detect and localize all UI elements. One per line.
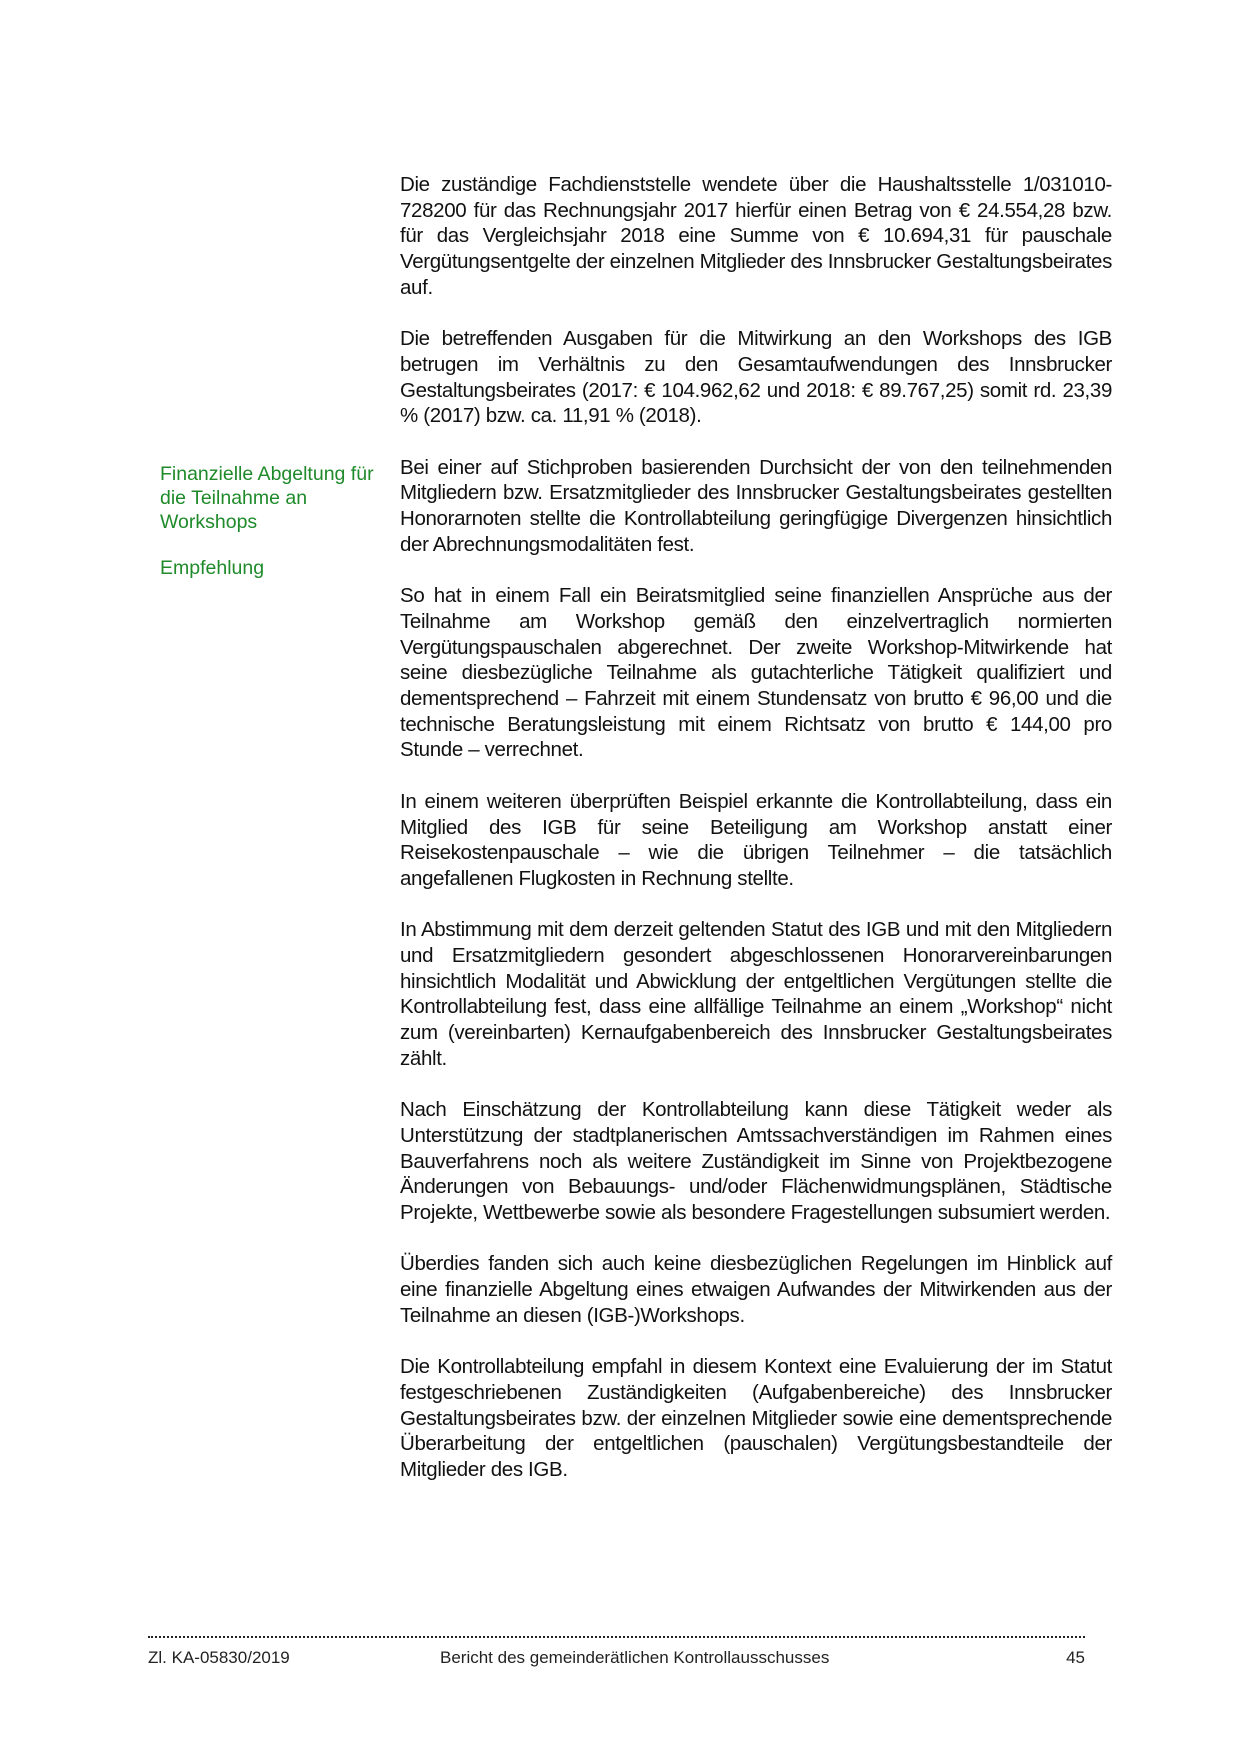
footer-title: Bericht des gemeinderätlichen Kontrollausschusses <box>440 1648 830 1667</box>
main-text <box>400 172 1112 1508</box>
paragraph: Die zuständige Fachdienststelle wendete über die Haushaltsstelle 1/031010-728200 für das Rechnungsjahr 2017 hierfür einen Betrag von € 24.554,28 bzw. für das Vergleichsjahr 2018 eine Summe von € 10.694,31 für pauschale Vergütungsentgelte der einzelnen Mitglieder des Innsbrucker Gestaltungsbeirates auf. <box>400 173 1112 299</box>
margin-note-financial-compensation: Finanzielle Abgeltung für die Teilnahme an Workshops <box>160 463 374 533</box>
paragraph: So hat in einem Fall ein Beiratsmitglied seine finanziellen Ansprüche aus der Teilnahme am Workshop gemäß den einzelvertraglich normierten Vergütungspauschalen abgerechnet. Der zweite Workshop-Mitwirkende hat seine diesbezügliche Teilnahme als gutachterliche Tätigkeit qualifiziert und dementsprechend – Fahrzeit mit einem Stundensatz von brutto € 96,00 und die technische Beratungsleistung mit einem Richtsatz von brutto € 144,00 pro Stunde – verrechnet. <box>400 584 1112 762</box>
paragraph: In einem weiteren überprüften Beispiel erkannte die Kontrollabteilung, dass ein Mitglied des IGB für seine Beteiligung am Workshop anstatt einer Reisekostenpauschale – wie die übrigen Teilnehmer – die tatsächlich angefallenen Flugkosten in Rechnung stellte. <box>400 789 1112 890</box>
paragraph: In Abstimmung mit dem derzeit geltenden Statut des IGB und mit den Mitgliedern und Ersatzmitgliedern gesondert abgeschlossenen Honorarvereinbarungen hinsichtlich Modalität und Abwicklung der entgeltlichen Vergütungen stellte die Kontrollabteilung fest, dass eine allfällige Teilnahme an einem „Workshop“ nicht zum (vereinbarten) Kernaufgabenbereich des Innsbrucker Gestaltungsbeirates zählt. <box>400 918 1112 1070</box>
footer-divider <box>148 1636 1085 1638</box>
paragraph: Nach Einschätzung der Kontrollabteilung kann diese Tätigkeit weder als Unterstützung der stadtplanerischen Amtssachverständigen im Rahmen eines Bauverfahrens noch als weitere Zuständigkeit im Sinne von Projektbezogene Änderungen von Bebauungs- und/oder Flächenwidmungsplänen, Städtische Projekte, Wettbewerbe sowie als besondere Fragestellungen subsumiert werden. <box>400 1098 1112 1225</box>
paragraph: Überdies fanden sich auch keine diesbezüglichen Regelungen im Hinblick auf eine finanzielle Abgeltung eines etwaigen Aufwandes der Mitwirkenden aus der Teilnahme an diesen (IGB-)Workshops. <box>400 1252 1112 1327</box>
page-number: 45 <box>1066 1648 1085 1667</box>
paragraph: Die betreffenden Ausgaben für die Mitwirkung an den Workshops des IGB betrugen im Verhältnis zu den Gesamtaufwendungen des Innsbrucker Gestaltungsbeirates (2017: € 104.962,62 und 2018: € 89.767,25) somit rd. 23,39 % (2017) bzw. ca. 11,91 % (2018). <box>400 327 1112 428</box>
paragraph-recommendation: Die Kontrollabteilung empfahl in diesem Kontext eine Evaluierung der im Statut festgeschriebenen Zuständigkeiten (Aufgabenbereiche) des Innsbrucker Gestaltungsbeirates bzw. der einzelnen Mitglieder sowie eine dementsprechende Überarbeitung der entgeltlichen (pauschalen) Vergütungsbestandteile der Mitglieder des IGB. <box>400 1355 1112 1482</box>
footer-reference: Zl. KA-05830/2019 <box>148 1648 290 1667</box>
paragraph: Bei einer auf Stichproben basierenden Durchsicht der von den teilnehmenden Mitgliedern bzw. Ersatzmitglieder des Innsbrucker Gestaltungsbeirates gestellten Honorarnoten stellte die Kontrollabteilung geringfügige Divergenzen hinsichtlich der Abrechnungsmodalitäten fest. <box>400 455 1112 556</box>
margin-note-recommendation: Empfehlung <box>160 557 265 579</box>
margin-notes <box>160 462 375 602</box>
